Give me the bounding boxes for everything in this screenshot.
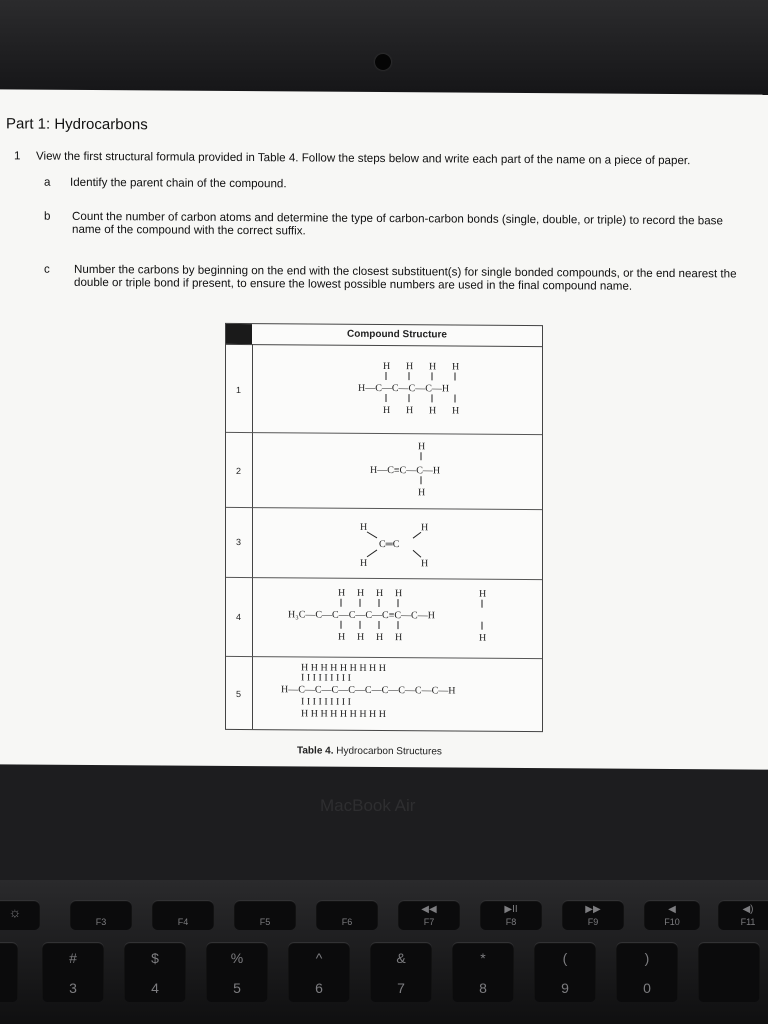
webcam — [375, 54, 391, 70]
structure-nonane — [253, 656, 542, 731]
svg-text:H—C—C—C—C—C—C—C—C—C—H: H—C—C—C—C—C—C—C—C—C—H — [281, 684, 456, 697]
key-3-shift: # — [69, 950, 77, 966]
svg-text:C═C: C═C — [379, 538, 400, 551]
row-number: 4 — [236, 611, 242, 623]
f5-label: F5 — [259, 917, 271, 927]
key-8-label: 8 — [479, 980, 487, 996]
header-corner — [226, 324, 252, 344]
svg-text:H: H — [406, 405, 414, 417]
svg-text:H—C≡C—C—H: H—C≡C—C—H — [370, 464, 441, 477]
table-row — [226, 507, 542, 580]
f11-label: F11 — [740, 917, 756, 927]
keyboard — [0, 880, 768, 1024]
svg-text:H: H — [395, 632, 403, 644]
step-text: Identify the parent chain of the compound. — [70, 175, 287, 191]
step-text: Number the carbons by beginning on the end with the closest substituent(s) for single bonded compounds, or the end nearest the double or triple bond if present, to ensure the lowest possible numbers are used in the final compound name. — [74, 262, 737, 293]
svg-text:H: H — [479, 588, 487, 600]
svg-text:H: H — [429, 361, 437, 373]
row-number: 1 — [236, 384, 242, 396]
table-caption — [297, 745, 442, 757]
rewind-icon: ◀◀ — [421, 904, 437, 915]
header-label: Compound Structure — [347, 328, 447, 341]
step-label: b — [44, 209, 51, 223]
key-8-shift: * — [480, 950, 486, 966]
svg-text:H: H — [376, 631, 384, 643]
brightness-down-key[interactable] — [0, 900, 40, 930]
key-6[interactable] — [288, 942, 350, 1002]
key-8[interactable] — [452, 942, 514, 1002]
table-row — [226, 577, 542, 659]
step-c — [44, 263, 754, 296]
svg-text:H: H — [383, 404, 391, 417]
row-number: 5 — [236, 688, 242, 700]
step-label: c — [44, 262, 50, 276]
svg-text:H: H — [338, 587, 346, 599]
key-0-label: 0 — [643, 980, 651, 996]
key-3[interactable] — [42, 942, 104, 1002]
speaker-icon: ◀ — [668, 904, 676, 915]
table-row — [226, 344, 542, 435]
svg-text:H: H — [338, 631, 346, 643]
volume-key[interactable] — [718, 900, 768, 930]
svg-text:H: H — [452, 361, 460, 373]
caption-text: Hydrocarbon Structures — [333, 745, 442, 758]
svg-text:H: H — [357, 587, 365, 599]
fast-forward-icon: ▶▶ — [585, 904, 601, 915]
key-0[interactable] — [616, 942, 678, 1002]
caption-label: Table 4. — [297, 745, 334, 757]
svg-text:H H H H H H H H: H H H H H H H H H — [301, 662, 386, 675]
mute-key[interactable] — [644, 900, 700, 930]
svg-text:H: H — [421, 522, 429, 534]
structure-ethene — [253, 507, 542, 579]
step-b — [44, 210, 754, 243]
laptop-screen — [0, 89, 768, 769]
svg-text:H₃C—C—C—C—C—C≡C—C—H: H₃C—C—C—C—C—C≡C—C—H — [288, 609, 435, 622]
svg-text:H: H — [421, 558, 429, 570]
svg-text:I I I I I I: I I I I I I I I I — [301, 696, 351, 708]
table-row — [226, 656, 542, 731]
key-5[interactable] — [206, 942, 268, 1002]
kbd-light-up-key[interactable] — [316, 900, 378, 930]
table-row — [226, 432, 542, 510]
svg-text:H: H — [479, 632, 487, 644]
key-2[interactable] — [0, 942, 18, 1002]
step-text: Count the number of carbon atoms and determine the type of carbon-carbon bonds (single, double, or triple) to record the base name of the compound with the correct suffix. — [72, 209, 723, 238]
svg-text:H: H — [383, 360, 391, 373]
key-9[interactable] — [534, 942, 596, 1002]
key-7-label: 7 — [397, 980, 405, 996]
volume-icon: ◀) — [742, 904, 754, 915]
row-number: 2 — [236, 465, 242, 477]
key-5-shift: % — [230, 950, 244, 966]
f6-label: F6 — [341, 917, 353, 927]
svg-text:H: H — [406, 361, 414, 373]
hydrocarbon-table — [225, 323, 543, 732]
key-9-label: 9 — [561, 980, 569, 996]
svg-text:H: H — [418, 487, 426, 499]
structure-heptyne — [253, 577, 542, 658]
part-title: Part 1: Hydrocarbons — [6, 115, 148, 134]
key-6-shift: ^ — [315, 950, 323, 966]
f3-label: F3 — [95, 917, 107, 927]
key-7[interactable] — [370, 942, 432, 1002]
sun-icon: ☼ — [8, 904, 22, 920]
svg-text:H: H — [429, 405, 437, 417]
step-label: a — [44, 175, 51, 189]
key-4[interactable] — [124, 942, 186, 1002]
key-9-shift: ( — [562, 950, 568, 966]
svg-text:H: H — [395, 588, 403, 600]
f8-label: F8 — [505, 917, 517, 927]
svg-text:H: H — [452, 405, 460, 417]
svg-text:H: H — [376, 587, 384, 599]
svg-text:H H H H H H H H: H H H H H H H H H — [301, 708, 386, 721]
mission-control-key[interactable] — [70, 900, 132, 930]
play-pause-key[interactable] — [480, 900, 542, 930]
svg-text:H—C—C—C—C—H: H—C—C—C—C—H — [358, 382, 450, 395]
key-6-label: 6 — [315, 980, 323, 996]
f10-label: F10 — [664, 917, 680, 927]
launchpad-key[interactable] — [152, 900, 214, 930]
svg-text:H: H — [357, 631, 365, 643]
kbd-light-down-key[interactable] — [234, 900, 296, 930]
row-number: 3 — [236, 536, 242, 548]
f9-label: F9 — [587, 917, 599, 927]
key-7-shift: & — [396, 950, 406, 966]
key-4-label: 4 — [151, 980, 159, 996]
key-4-shift: $ — [151, 950, 159, 966]
svg-text:I I I I I I: I I I I I I I I I — [301, 672, 351, 684]
key-5-label: 5 — [233, 980, 241, 996]
svg-text:H: H — [360, 557, 368, 569]
question-text: View the first structural formula provided in Table 4. Follow the steps below and write each part of the name on a piece of paper. — [36, 149, 691, 168]
key-3-label: 3 — [69, 980, 77, 996]
question-1 — [14, 149, 759, 168]
svg-text:H: H — [360, 521, 368, 533]
play-pause-icon: ▶II — [504, 904, 518, 915]
key-0-shift: ) — [644, 950, 650, 966]
f7-label: F7 — [423, 917, 435, 927]
f4-label: F4 — [177, 917, 189, 927]
rewind-key[interactable] — [398, 900, 460, 930]
laptop-brand: MacBook Air — [320, 796, 416, 815]
svg-text:H: H — [418, 441, 426, 453]
step-a — [44, 176, 744, 195]
question-number: 1 — [14, 149, 21, 163]
structure-propyne — [253, 432, 542, 509]
key-minus[interactable] — [698, 942, 760, 1002]
structure-butane — [253, 344, 542, 434]
fast-forward-key[interactable] — [562, 900, 624, 930]
